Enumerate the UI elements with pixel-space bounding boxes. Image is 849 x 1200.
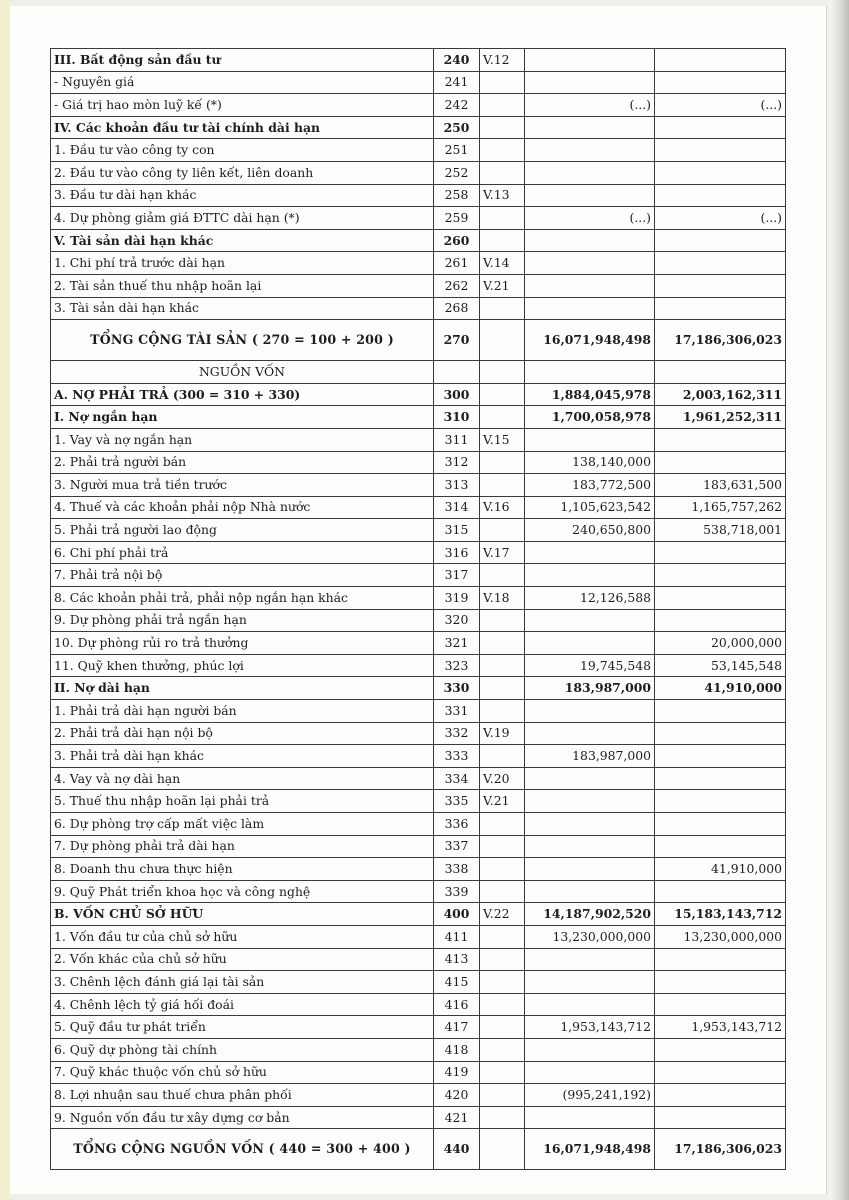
line-item-code: 337 xyxy=(434,835,480,858)
opening-balance: 41,910,000 xyxy=(655,677,786,700)
closing-balance: 16,071,948,498 xyxy=(525,1129,655,1170)
line-item-code: 334 xyxy=(434,767,480,790)
opening-balance xyxy=(655,229,786,252)
closing-balance: 1,105,623,542 xyxy=(525,496,655,519)
table-row xyxy=(51,428,786,451)
opening-balance xyxy=(655,1038,786,1061)
opening-balance xyxy=(655,700,786,723)
closing-balance xyxy=(525,813,655,836)
line-item-note xyxy=(480,1061,525,1084)
opening-balance xyxy=(655,49,786,72)
page-edge-right xyxy=(829,0,849,1200)
balance-sheet-table xyxy=(50,48,786,1170)
line-item-note xyxy=(480,700,525,723)
line-item-name: B. VỐN CHỦ SỞ HỮU xyxy=(51,903,434,926)
line-item-name: 5. Thuế thu nhập hoãn lại phải trả xyxy=(51,790,434,813)
line-item-code: 419 xyxy=(434,1061,480,1084)
table-row xyxy=(51,383,786,406)
line-item-name: V. Tài sản dài hạn khác xyxy=(51,229,434,252)
line-item-name: 7. Dự phòng phải trả dài hạn xyxy=(51,835,434,858)
opening-balance: 17,186,306,023 xyxy=(655,1129,786,1170)
table-row xyxy=(51,858,786,881)
opening-balance xyxy=(655,1084,786,1107)
line-item-code: 317 xyxy=(434,564,480,587)
line-item-code: 421 xyxy=(434,1106,480,1129)
line-item-code: 260 xyxy=(434,229,480,252)
line-item-note xyxy=(480,835,525,858)
line-item-name: 7. Phải trả nội bộ xyxy=(51,564,434,587)
table-row xyxy=(51,564,786,587)
line-item-note xyxy=(480,1084,525,1107)
opening-balance xyxy=(655,722,786,745)
line-item-note xyxy=(480,654,525,677)
opening-balance: 13,230,000,000 xyxy=(655,925,786,948)
table-row xyxy=(51,993,786,1016)
table-row xyxy=(51,451,786,474)
closing-balance xyxy=(525,184,655,207)
opening-balance xyxy=(655,767,786,790)
line-item-code: 250 xyxy=(434,116,480,139)
line-item-name: 6. Chi phí phải trả xyxy=(51,541,434,564)
line-item-note xyxy=(480,1106,525,1129)
line-item-name: IV. Các khoản đầu tư tài chính dài hạn xyxy=(51,116,434,139)
closing-balance xyxy=(525,229,655,252)
line-item-code: 420 xyxy=(434,1084,480,1107)
line-item-name: 1. Đầu tư vào công ty con xyxy=(51,139,434,162)
closing-balance xyxy=(525,564,655,587)
line-item-code: 333 xyxy=(434,745,480,768)
opening-balance xyxy=(655,428,786,451)
line-item-note xyxy=(480,677,525,700)
line-item-name: 4. Dự phòng giảm giá ĐTTC dài hạn (*) xyxy=(51,207,434,230)
line-item-code: 339 xyxy=(434,880,480,903)
line-item-code: 311 xyxy=(434,428,480,451)
opening-balance: 15,183,143,712 xyxy=(655,903,786,926)
line-item-note xyxy=(480,971,525,994)
line-item-name: 3. Chênh lệch đánh giá lại tài sản xyxy=(51,971,434,994)
opening-balance xyxy=(655,139,786,162)
opening-balance xyxy=(655,252,786,275)
closing-balance xyxy=(525,139,655,162)
line-item-note: V.12 xyxy=(480,49,525,72)
table-row xyxy=(51,406,786,429)
line-item-code: 336 xyxy=(434,813,480,836)
table-row xyxy=(51,835,786,858)
line-item-name: 11. Quỹ khen thưởng, phúc lợi xyxy=(51,654,434,677)
line-item-name: 9. Quỹ Phát triển khoa học và công nghệ xyxy=(51,880,434,903)
closing-balance xyxy=(525,722,655,745)
line-item-code: 338 xyxy=(434,858,480,881)
line-item-code: 332 xyxy=(434,722,480,745)
line-item-note xyxy=(480,745,525,768)
line-item-name: - Nguyên giá xyxy=(51,71,434,94)
opening-balance xyxy=(655,451,786,474)
opening-balance xyxy=(655,161,786,184)
closing-balance xyxy=(525,880,655,903)
table-row xyxy=(51,207,786,230)
line-item-code: 418 xyxy=(434,1038,480,1061)
line-item-note xyxy=(480,207,525,230)
line-item-note xyxy=(480,320,525,361)
line-item-name: 6. Dự phòng trợ cấp mất việc làm xyxy=(51,813,434,836)
line-item-name: - Giá trị hao mòn luỹ kế (*) xyxy=(51,94,434,117)
line-item-code: 321 xyxy=(434,632,480,655)
table-row xyxy=(51,609,786,632)
line-item-name: 2. Vốn khác của chủ sở hữu xyxy=(51,948,434,971)
line-item-code: 316 xyxy=(434,541,480,564)
balance-sheet-body xyxy=(51,49,786,1170)
opening-balance xyxy=(655,609,786,632)
opening-balance xyxy=(655,116,786,139)
opening-balance: 1,953,143,712 xyxy=(655,1016,786,1039)
line-item-note xyxy=(480,632,525,655)
closing-balance xyxy=(525,993,655,1016)
line-item-code: 312 xyxy=(434,451,480,474)
line-item-code: 240 xyxy=(434,49,480,72)
line-item-name: A. NỢ PHẢI TRẢ (300 = 310 + 330) xyxy=(51,383,434,406)
opening-balance xyxy=(655,948,786,971)
opening-balance xyxy=(655,1106,786,1129)
line-item-name: NGUỒN VỐN xyxy=(51,361,434,384)
line-item-code: 252 xyxy=(434,161,480,184)
line-item-name: 2. Phải trả người bán xyxy=(51,451,434,474)
line-item-name: TỔNG CỘNG NGUỒN VỐN ( 440 = 300 + 400 ) xyxy=(51,1129,434,1170)
line-item-code: 259 xyxy=(434,207,480,230)
closing-balance: 240,650,800 xyxy=(525,519,655,542)
line-item-note xyxy=(480,925,525,948)
line-item-code: 262 xyxy=(434,274,480,297)
line-item-code: 319 xyxy=(434,587,480,610)
closing-balance: (995,241,192) xyxy=(525,1084,655,1107)
line-item-code: 270 xyxy=(434,320,480,361)
opening-balance: (...) xyxy=(655,207,786,230)
closing-balance: 1,700,058,978 xyxy=(525,406,655,429)
opening-balance xyxy=(655,541,786,564)
table-row xyxy=(51,971,786,994)
table-row xyxy=(51,71,786,94)
line-item-note xyxy=(480,858,525,881)
line-item-name: 8. Doanh thu chưa thực hiện xyxy=(51,858,434,881)
table-row xyxy=(51,252,786,275)
line-item-name: 2. Đầu tư vào công ty liên kết, liên doanh xyxy=(51,161,434,184)
total-row xyxy=(51,320,786,361)
line-item-note xyxy=(480,1129,525,1170)
line-item-code: 417 xyxy=(434,1016,480,1039)
line-item-code: 330 xyxy=(434,677,480,700)
closing-balance: (...) xyxy=(525,207,655,230)
opening-balance xyxy=(655,835,786,858)
closing-balance xyxy=(525,428,655,451)
opening-balance xyxy=(655,790,786,813)
line-item-note xyxy=(480,94,525,117)
opening-balance xyxy=(655,745,786,768)
line-item-code: 268 xyxy=(434,297,480,320)
page-edge-left xyxy=(0,0,10,1200)
opening-balance: 2,003,162,311 xyxy=(655,383,786,406)
line-item-note xyxy=(480,297,525,320)
line-item-note: V.21 xyxy=(480,790,525,813)
closing-balance: 138,140,000 xyxy=(525,451,655,474)
line-item-code: 310 xyxy=(434,406,480,429)
line-item-name: 9. Nguồn vốn đầu tư xây dựng cơ bản xyxy=(51,1106,434,1129)
line-item-note: V.22 xyxy=(480,903,525,926)
line-item-name: 7. Quỹ khác thuộc vốn chủ sở hữu xyxy=(51,1061,434,1084)
opening-balance xyxy=(655,184,786,207)
line-item-code: 411 xyxy=(434,925,480,948)
closing-balance: 183,987,000 xyxy=(525,745,655,768)
line-item-code: 258 xyxy=(434,184,480,207)
line-item-note: V.14 xyxy=(480,252,525,275)
line-item-code xyxy=(434,361,480,384)
line-item-name: 6. Quỹ dự phòng tài chính xyxy=(51,1038,434,1061)
closing-balance xyxy=(525,252,655,275)
line-item-name: 5. Quỹ đầu tư phát triển xyxy=(51,1016,434,1039)
line-item-name: 10. Dự phòng rủi ro trả thưởng xyxy=(51,632,434,655)
closing-balance: 12,126,588 xyxy=(525,587,655,610)
line-item-note xyxy=(480,1016,525,1039)
closing-balance xyxy=(525,858,655,881)
line-item-code: 313 xyxy=(434,474,480,497)
table-row xyxy=(51,1038,786,1061)
line-item-name: 8. Các khoản phải trả, phải nộp ngắn hạn khác xyxy=(51,587,434,610)
line-item-note xyxy=(480,880,525,903)
opening-balance xyxy=(655,880,786,903)
line-item-name: 9. Dự phòng phải trả ngắn hạn xyxy=(51,609,434,632)
closing-balance: 183,772,500 xyxy=(525,474,655,497)
opening-balance: 41,910,000 xyxy=(655,858,786,881)
opening-balance xyxy=(655,297,786,320)
table-row xyxy=(51,745,786,768)
line-item-code: 241 xyxy=(434,71,480,94)
opening-balance: 538,718,001 xyxy=(655,519,786,542)
line-item-name: II. Nợ dài hạn xyxy=(51,677,434,700)
line-item-name: 1. Chi phí trả trước dài hạn xyxy=(51,252,434,275)
line-item-note xyxy=(480,993,525,1016)
opening-balance xyxy=(655,1061,786,1084)
line-item-note xyxy=(480,71,525,94)
table-row xyxy=(51,880,786,903)
line-item-name: 8. Lợi nhuận sau thuế chưa phân phối xyxy=(51,1084,434,1107)
line-item-note xyxy=(480,361,525,384)
table-row xyxy=(51,654,786,677)
line-item-code: 314 xyxy=(434,496,480,519)
line-item-name: 2. Tài sản thuế thu nhập hoãn lại xyxy=(51,274,434,297)
line-item-name: 2. Phải trả dài hạn nội bộ xyxy=(51,722,434,745)
table-row xyxy=(51,139,786,162)
line-item-note: V.13 xyxy=(480,184,525,207)
line-item-note xyxy=(480,474,525,497)
closing-balance xyxy=(525,767,655,790)
closing-balance xyxy=(525,161,655,184)
closing-balance xyxy=(525,790,655,813)
line-item-note xyxy=(480,161,525,184)
line-item-note xyxy=(480,139,525,162)
closing-balance xyxy=(525,835,655,858)
line-item-name: 1. Phải trả dài hạn người bán xyxy=(51,700,434,723)
line-item-code: 315 xyxy=(434,519,480,542)
line-item-code: 440 xyxy=(434,1129,480,1170)
closing-balance xyxy=(525,116,655,139)
line-item-code: 323 xyxy=(434,654,480,677)
line-item-name: 3. Đầu tư dài hạn khác xyxy=(51,184,434,207)
line-item-code: 415 xyxy=(434,971,480,994)
line-item-note: V.16 xyxy=(480,496,525,519)
opening-balance xyxy=(655,813,786,836)
line-item-note: V.18 xyxy=(480,587,525,610)
closing-balance: 19,745,548 xyxy=(525,654,655,677)
closing-balance: 1,953,143,712 xyxy=(525,1016,655,1039)
table-row xyxy=(51,813,786,836)
line-item-name: I. Nợ ngắn hạn xyxy=(51,406,434,429)
closing-balance xyxy=(525,948,655,971)
total-row xyxy=(51,1129,786,1170)
table-row xyxy=(51,496,786,519)
closing-balance xyxy=(525,361,655,384)
table-row xyxy=(51,948,786,971)
closing-balance xyxy=(525,1106,655,1129)
closing-balance xyxy=(525,632,655,655)
line-item-code: 413 xyxy=(434,948,480,971)
line-item-note xyxy=(480,1038,525,1061)
table-row xyxy=(51,474,786,497)
table-row xyxy=(51,632,786,655)
closing-balance xyxy=(525,1061,655,1084)
line-item-code: 251 xyxy=(434,139,480,162)
line-item-note xyxy=(480,564,525,587)
line-item-name: 5. Phải trả người lao động xyxy=(51,519,434,542)
table-row xyxy=(51,1061,786,1084)
closing-balance: 14,187,902,520 xyxy=(525,903,655,926)
table-row xyxy=(51,116,786,139)
closing-balance xyxy=(525,71,655,94)
line-item-note xyxy=(480,948,525,971)
closing-balance: 13,230,000,000 xyxy=(525,925,655,948)
line-item-note xyxy=(480,116,525,139)
line-item-code: 320 xyxy=(434,609,480,632)
closing-balance xyxy=(525,297,655,320)
line-item-note xyxy=(480,383,525,406)
opening-balance: 17,186,306,023 xyxy=(655,320,786,361)
closing-balance xyxy=(525,1038,655,1061)
table-row xyxy=(51,925,786,948)
line-item-name: 4. Chênh lệch tỷ giá hối đoái xyxy=(51,993,434,1016)
opening-balance xyxy=(655,564,786,587)
opening-balance: 1,165,757,262 xyxy=(655,496,786,519)
line-item-note: V.20 xyxy=(480,767,525,790)
closing-balance xyxy=(525,609,655,632)
table-row xyxy=(51,519,786,542)
closing-balance: 16,071,948,498 xyxy=(525,320,655,361)
table-row xyxy=(51,767,786,790)
opening-balance: 1,961,252,311 xyxy=(655,406,786,429)
line-item-name: 4. Vay và nợ dài hạn xyxy=(51,767,434,790)
line-item-name: 4. Thuế và các khoản phải nộp Nhà nước xyxy=(51,496,434,519)
closing-balance xyxy=(525,274,655,297)
opening-balance: 183,631,500 xyxy=(655,474,786,497)
line-item-code: 261 xyxy=(434,252,480,275)
table-row xyxy=(51,184,786,207)
table-row xyxy=(51,229,786,252)
closing-balance: 1,884,045,978 xyxy=(525,383,655,406)
line-item-note xyxy=(480,813,525,836)
closing-balance xyxy=(525,700,655,723)
table-row xyxy=(51,677,786,700)
closing-balance xyxy=(525,971,655,994)
line-item-note: V.19 xyxy=(480,722,525,745)
line-item-code: 400 xyxy=(434,903,480,926)
table-row xyxy=(51,790,786,813)
line-item-name: 3. Phải trả dài hạn khác xyxy=(51,745,434,768)
line-item-code: 242 xyxy=(434,94,480,117)
line-item-code: 300 xyxy=(434,383,480,406)
table-row xyxy=(51,587,786,610)
opening-balance xyxy=(655,993,786,1016)
table-row xyxy=(51,903,786,926)
table-row xyxy=(51,49,786,72)
table-row xyxy=(51,297,786,320)
opening-balance xyxy=(655,587,786,610)
line-item-note: V.21 xyxy=(480,274,525,297)
line-item-note: V.17 xyxy=(480,541,525,564)
line-item-note xyxy=(480,406,525,429)
section-heading-row xyxy=(51,361,786,384)
closing-balance: 183,987,000 xyxy=(525,677,655,700)
table-row xyxy=(51,541,786,564)
line-item-code: 331 xyxy=(434,700,480,723)
line-item-name: TỔNG CỘNG TÀI SẢN ( 270 = 100 + 200 ) xyxy=(51,320,434,361)
line-item-name: 1. Vốn đầu tư của chủ sở hữu xyxy=(51,925,434,948)
table-row xyxy=(51,722,786,745)
line-item-note: V.15 xyxy=(480,428,525,451)
opening-balance: 20,000,000 xyxy=(655,632,786,655)
closing-balance: (...) xyxy=(525,94,655,117)
opening-balance xyxy=(655,274,786,297)
line-item-code: 416 xyxy=(434,993,480,1016)
opening-balance: (...) xyxy=(655,94,786,117)
closing-balance xyxy=(525,541,655,564)
table-row xyxy=(51,161,786,184)
line-item-name: III. Bất động sản đầu tư xyxy=(51,49,434,72)
line-item-name: 3. Tài sản dài hạn khác xyxy=(51,297,434,320)
line-item-name: 1. Vay và nợ ngắn hạn xyxy=(51,428,434,451)
opening-balance xyxy=(655,971,786,994)
line-item-note xyxy=(480,609,525,632)
opening-balance xyxy=(655,361,786,384)
line-item-note xyxy=(480,229,525,252)
table-row xyxy=(51,1106,786,1129)
closing-balance xyxy=(525,49,655,72)
table-row xyxy=(51,700,786,723)
line-item-note xyxy=(480,451,525,474)
opening-balance: 53,145,548 xyxy=(655,654,786,677)
opening-balance xyxy=(655,71,786,94)
table-row xyxy=(51,1084,786,1107)
line-item-name: 3. Người mua trả tiền trước xyxy=(51,474,434,497)
line-item-code: 335 xyxy=(434,790,480,813)
line-item-note xyxy=(480,519,525,542)
table-row xyxy=(51,94,786,117)
table-row xyxy=(51,274,786,297)
table-row xyxy=(51,1016,786,1039)
